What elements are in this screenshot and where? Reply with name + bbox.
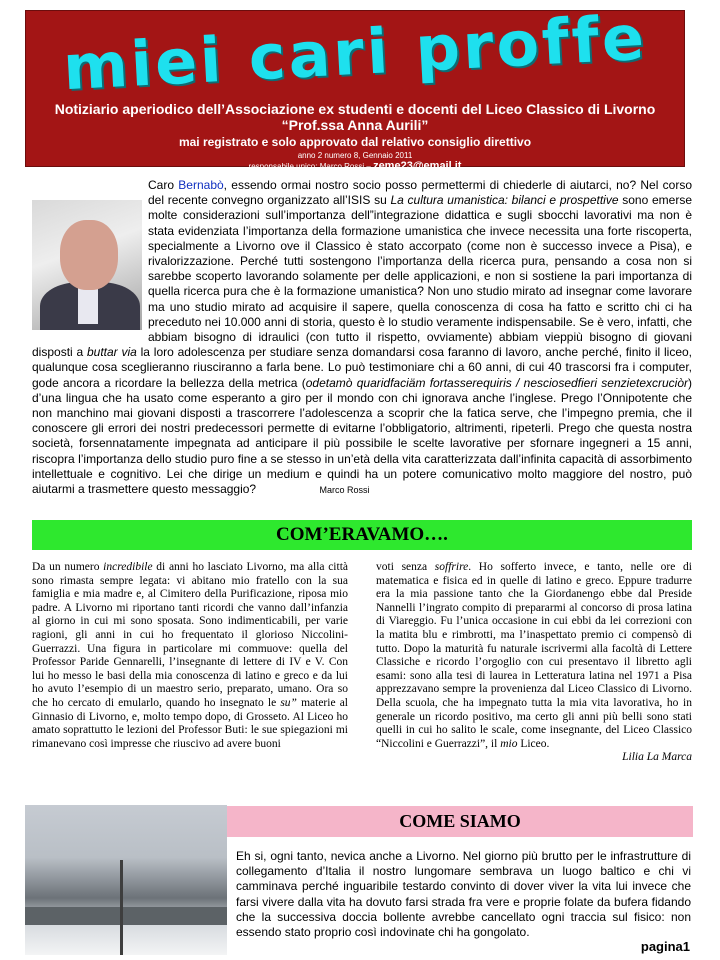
col1-incredibile: incredibile bbox=[103, 561, 153, 573]
article1-text-3: la loro adolescenza per studiare senza domandarsi cosa faranno di lavoro, anche perché, finito il liceo, qualunque cosa sceglieranno riusciranno a farla bene. Lo può testimoniare chi a 60 anni, di cui 40 trascorsi fra i computer, gode ancora a ricordare la bellezza della metrica ( bbox=[32, 345, 693, 390]
buttar-via: buttar via bbox=[86, 345, 137, 360]
col2-text-a: voti senza bbox=[376, 561, 435, 573]
masthead bbox=[25, 0, 685, 172]
masthead-responsible bbox=[36, 161, 674, 172]
col1-text-b: di anni ho lasciato Livorno, ma alla città sono rimasta sempre legata: vi abitano mio fratello con la sua famiglia e mia madre e, al Cimitero della Purificazione, riposa mio padre. A Livorno mi riportano tanti ricordi che vanno dall’infanzia al giorno in cui mi sono sposata. Sono indimenticabili, per varie ragioni, gli anni in cui ho frequentato il glorioso Niccolini-Guerrazzi. Una figura in particolare mi commuove: quella del Professor Paride Gennarelli, l’insegnante di lettere di IV e V. Con lui ho messo le basi della mia conoscenza di latino e greco e da lui ho avuto l’esempio di un maestro serio, preparato, umano. Ora so che ho cercato di emularlo, quando ho insegnato le bbox=[32, 561, 348, 709]
salutation: Caro bbox=[148, 178, 175, 192]
column-left bbox=[32, 561, 348, 765]
col2-mio: mio bbox=[500, 737, 518, 750]
photo-collar bbox=[78, 284, 98, 324]
page-number: pagina1 bbox=[640, 939, 690, 954]
snow-seafront-photo bbox=[25, 805, 227, 955]
col2-text-c: Liceo. bbox=[517, 737, 550, 750]
latin-verse: odetamò quaridfaciäm fortasserequiris / nesciosedfieri senzietexcruciòr bbox=[305, 375, 689, 390]
section-comesiamo-header bbox=[227, 806, 693, 837]
col1-text-c: materie al Ginnasio di Livorno, e, molto tempo dopo, di Grosseto. Al Liceo ho amato soprattutto le lezioni del Professor Buti: le sue spiegazioni mi rimanevano così impresse che riuscivo ad avere buoni bbox=[32, 696, 348, 750]
col2-text-b: . Ho sofferto invece, e tanto, nelle ore di matematica e fisica ed in quelle di latino e greco. Eppure tradurre era la mia passione tanto che la Giordanengo ebbe dal Preside Nannelli l’ingrato compito di prepararmi al concorso di prosa latina di Viareggio. Fu l’unica occasione in cui ebbi da lei correzioni con la matita blu e rimbrotti, ma l’inaspettato premio ci compensò di tutto. Dopo la maturità fu naturale iscrivermi alla facoltà di Lettere Classiche e ricordo l’orgoglio con cui presentavo il libretto agli esami: sono alla tesi di laurea in Letteratura latina nel 1971 a Pisa apprezzavano sempre la provenienza dal Liceo Classico di Livorno. Della scuola, che ha impegnato tutta la mia vita lavorativa, ho in generale un ricordo positivo, ma certo gli anni più belli sono stati quelli in cui ho salito le scale, come insegnante, del Liceo Classico “Niccolini e Guerrazzi”, il bbox=[376, 561, 692, 750]
photo-shoreline bbox=[25, 907, 227, 925]
comeravamo-columns bbox=[32, 561, 692, 765]
masthead-email: zeme23@email.it bbox=[373, 160, 462, 172]
col2-soffrire: soffrire bbox=[434, 561, 469, 573]
editorial-article bbox=[32, 178, 692, 498]
masthead-title: miei cari proffe bbox=[61, 0, 649, 105]
responsible-text: responsabile unico: Marco Rossi – bbox=[248, 162, 371, 171]
conference-title: La cultura umanistica: bilanci e prospettive bbox=[390, 193, 619, 208]
author-photo bbox=[32, 200, 142, 330]
comesiamo-article: Eh si, ogni tanto, nevica anche a Livorno. Nel giorno più brutto per le infrastrutture di collegamento d’Italia il nostro lungomare sembrava un luogo baltico e chi vi camminava perché inguaribile testardo convinto di dover viver la vita lui invece che farsi vivere dalla vita ha dovuto farsi strada fra vere e proprie folate da bufera fidando che la successiva doccia bollente avrebbe cancellato ogni traccia sul fisico: non essendo stato proprio così indovinate chi ha gongolato. bbox=[236, 849, 691, 940]
masthead-issue: anno 2 numero 8, Gennaio 2011 bbox=[297, 151, 413, 160]
section-comeravamo-header bbox=[32, 520, 692, 550]
section-comesiamo-title: COME SIAMO bbox=[399, 811, 521, 831]
photo-lamppost bbox=[120, 860, 123, 955]
article1-text-2: sono emerse molte considerazioni sull’importanza dell”integrazione didattica e sugli sbocchi lavorativi ma non è stata evidenziata l’importanza della formazione umanistica che invece necessita una forte riscoperta, specialmente a Livorno ove il Classico è stato accorpato (come non è successo invece a Pisa), e rivalorizzazione. Perché tutti sostengono l’importanza della ricerca pura, pensando a cosa non si sarebbe scoperto lavorando solamente per delle applicazioni, e non si sostiene la pari importanza di quella ricerca pura che è la formazione umanistica? Non uno studio mirato ad insegnar come lavorare ma uno studio mirato ad acquisire il sapere, quella conoscenza di cosa ha fatto e scritto chi ci ha preceduto nei 10.000 anni di storia, questo è lo studio veramente indispensabile. Se è vero, infatti, che abbiam bisogno di idraulici (con tutto il rispetto, ovviamente) abbiam vieppiù bisogno di giovani disposti a bbox=[32, 193, 693, 360]
col1-su: su” bbox=[280, 696, 297, 709]
addressee-name: Bernabò bbox=[178, 178, 224, 192]
photo-head bbox=[60, 220, 118, 290]
column-right bbox=[376, 561, 692, 765]
masthead-subtitle: Notiziario aperiodico dell’Associazione ex studenti e docenti del Liceo Classico di Livorno “Prof.ssa Anna Aurili” bbox=[54, 101, 656, 133]
section-comeravamo-title: COM’ERAVAMO…. bbox=[276, 524, 448, 545]
article1-text-4: ) d’una lingua che ha usato come esperanto a giro per il mondo con chi ignorava anche l’inglese. Prego l’Onnipotente che non manchino mai giovani disposti a trascorrere l’adolescenza a scoprir che la fatica serve, che l’impegno premia, che il conoscere gli errori dei nostri predecessori permette di evitarne l’obbligatorio, altrimenti, ripeterli. Prego che questa nostra società, forsennatamente impegnata ad anticipare il più possibile le scelte lavorative per sfornare ingegneri a 15 anni, riscopra l’importanza dello studio puro fine a se stesso in un’età della vita caratterizzata dall’infinita capacità di assorbimento intellettuale e cognitivo. Lei che dirige un medium e quindi ha un potere comunicativo molto maggiore del nostro, può aiutarmi a trasmettere questo messaggio? bbox=[32, 375, 693, 497]
article1-text-1: , essendo ormai nostro socio posso permettermi di chiederle di aiutarci, no? Nel corso del recente convegno organizzato all’ISIS su bbox=[148, 178, 693, 208]
col1-text-a: Da un numero bbox=[32, 561, 104, 573]
article1-signature: Marco Rossi bbox=[319, 485, 370, 496]
masthead-registration: mai registrato e solo approvato dal relativo consiglio direttivo bbox=[178, 135, 532, 149]
section1-signature: Lilia La Marca bbox=[622, 751, 692, 764]
